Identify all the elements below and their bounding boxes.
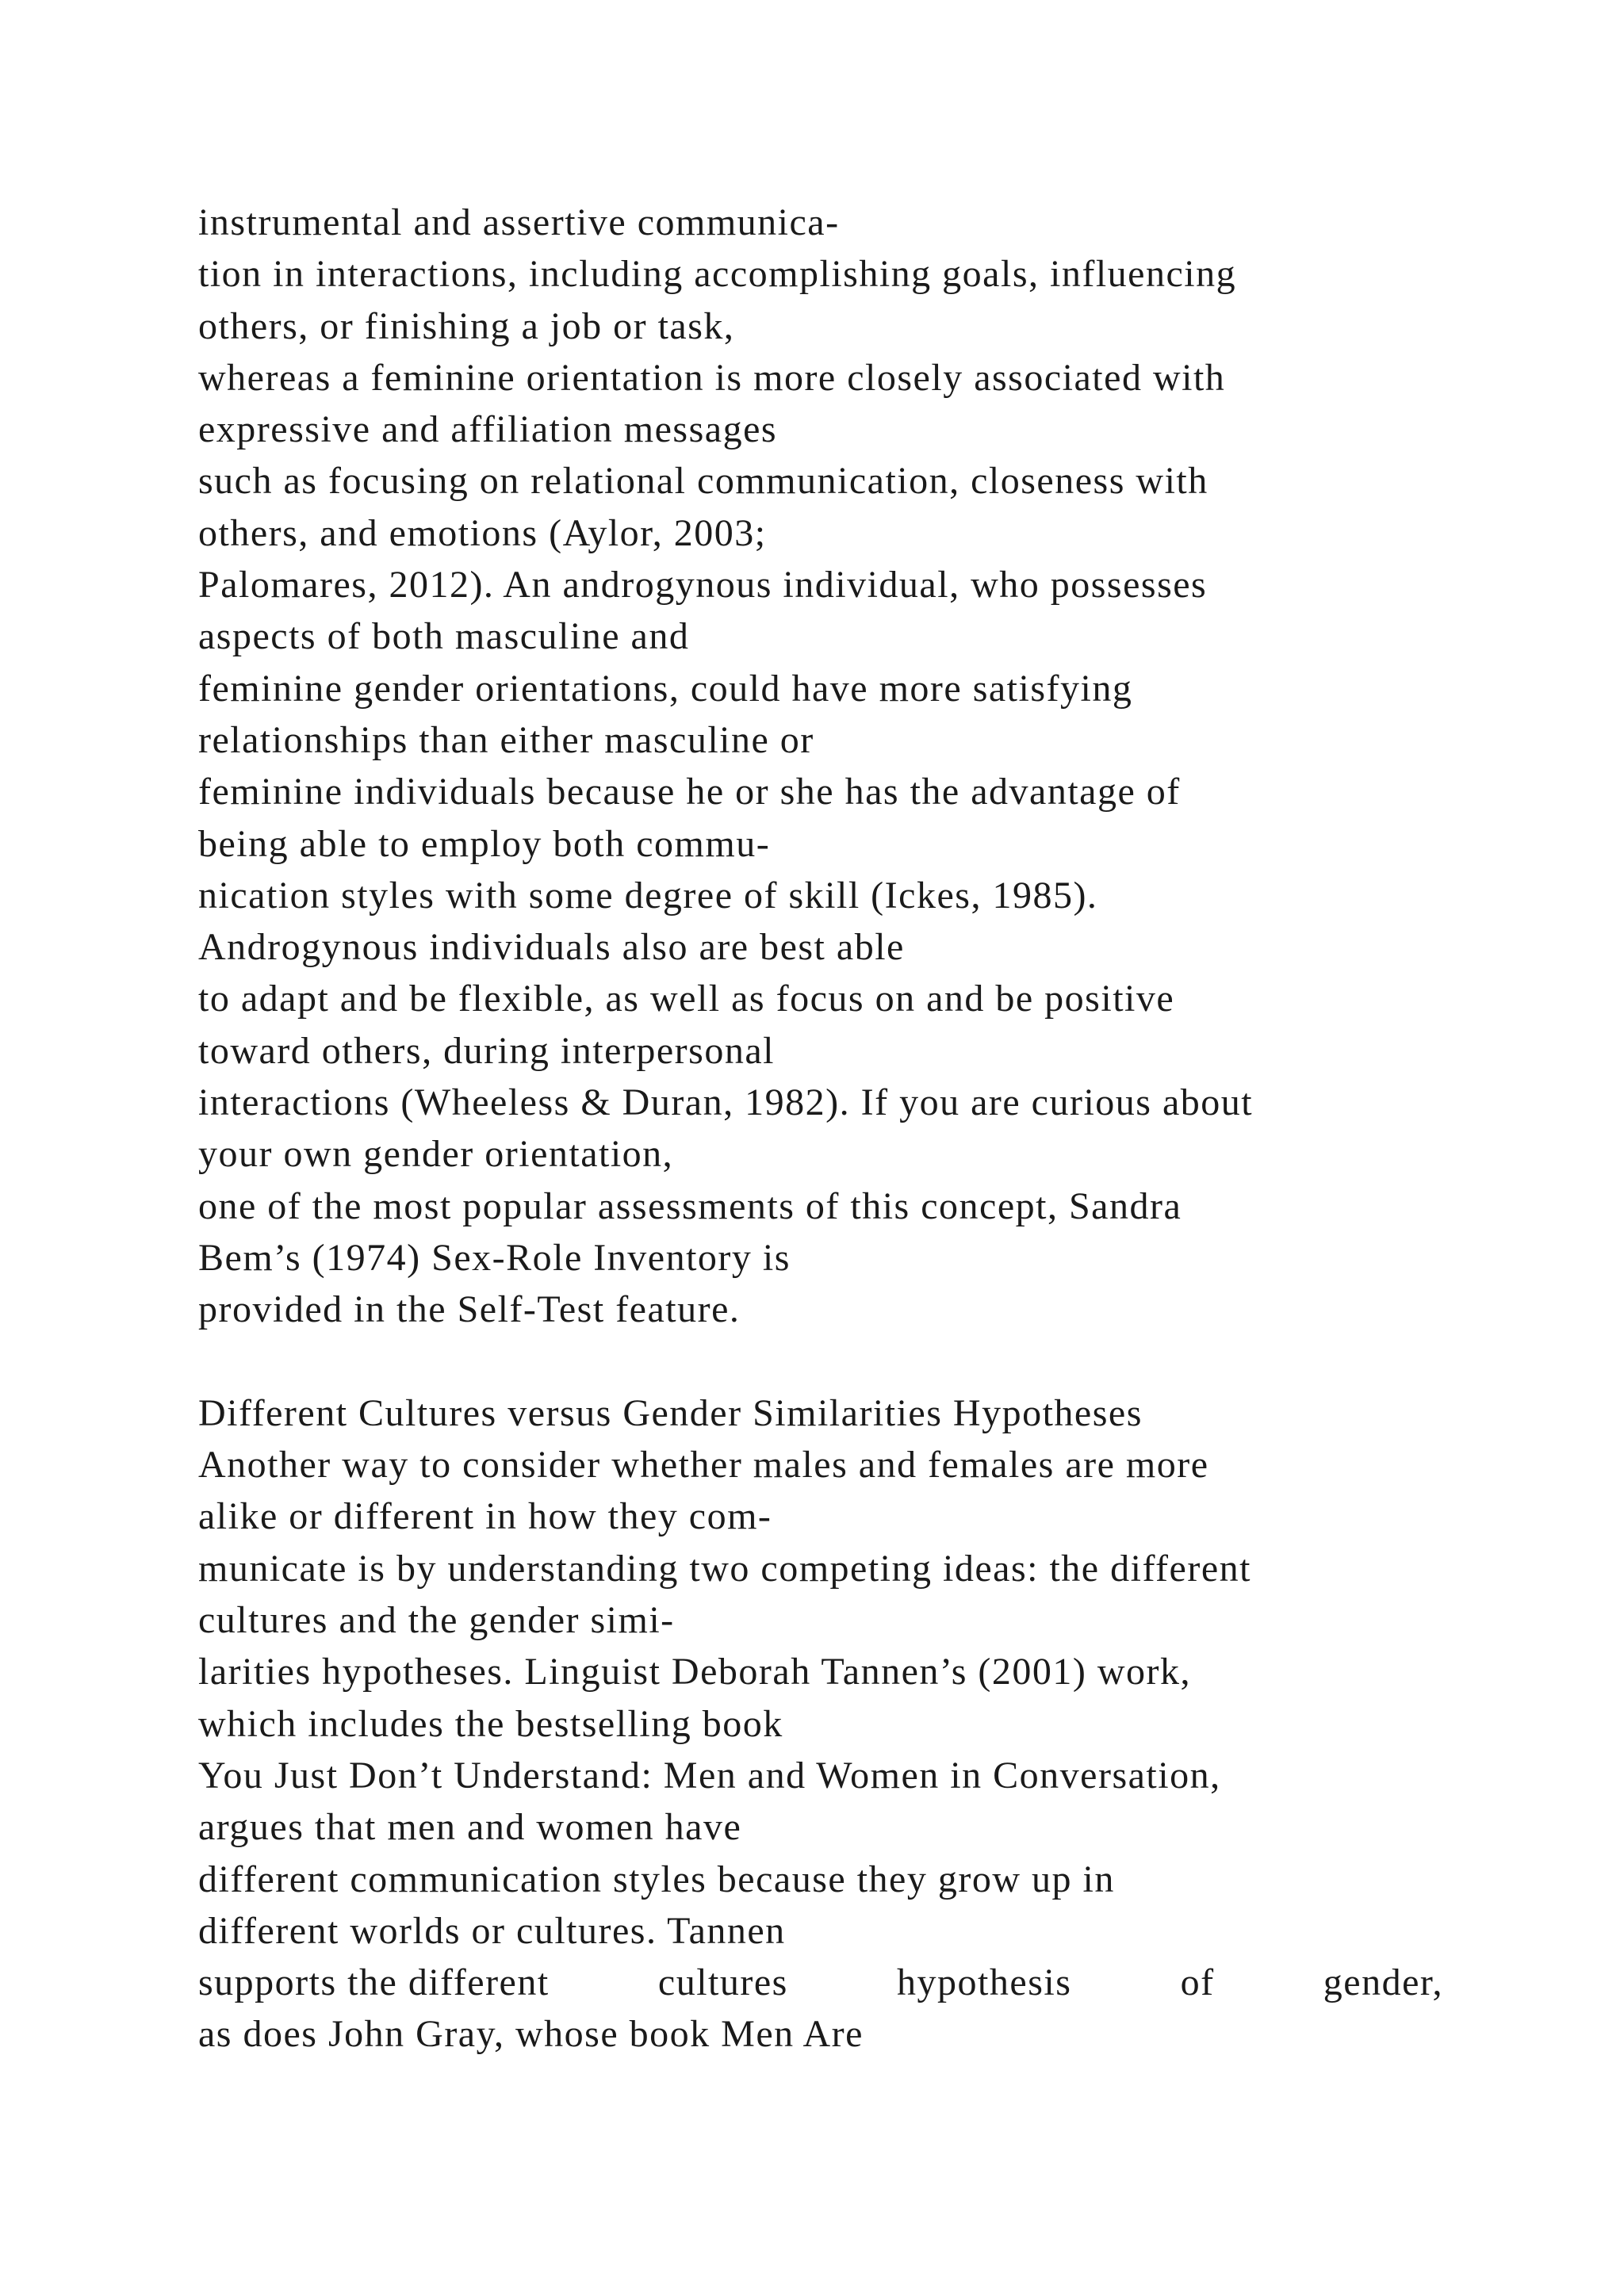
text-line: such as focusing on relational communication, closeness with xyxy=(198,460,1208,503)
text-line: instrumental and assertive communica- xyxy=(198,201,840,243)
text-line: interactions (Wheeless & Duran, 1982). If you are curious about xyxy=(198,1081,1254,1124)
justified-text-line xyxy=(198,1957,1443,2008)
text-line: feminine individuals because he or she has the advantage of xyxy=(198,771,1181,813)
text-line: whereas a feminine orientation is more closely associated with xyxy=(198,356,1226,399)
section-heading: Different Cultures versus Gender Similarities Hypotheses xyxy=(198,1391,1143,1434)
document-body xyxy=(198,197,1443,2061)
text-line: provided in the Self-Test feature. xyxy=(198,1288,741,1331)
paragraph-2 xyxy=(198,1439,1443,2061)
text-line: others, or finishing a job or task, xyxy=(198,304,735,347)
text-line: larities hypotheses. Linguist Deborah Tannen’s (2001) work, xyxy=(198,1651,1192,1693)
text-line: argues that men and women have xyxy=(198,1806,742,1849)
text-line: to adapt and be flexible, as well as focus on and be positive xyxy=(198,978,1175,1020)
text-line: Another way to consider whether males and females are more xyxy=(198,1444,1209,1487)
text-line: as does John Gray, whose book Men Are xyxy=(198,2013,864,2056)
text-line: one of the most popular assessments of this concept, Sandra xyxy=(198,1184,1182,1227)
text-line: different worlds or cultures. Tannen xyxy=(198,1909,786,1952)
text-line: cultures and the gender simi- xyxy=(198,1599,675,1642)
text-line: Bem’s (1974) Sex-Role Inventory is xyxy=(198,1236,791,1279)
text-line: Palomares, 2012). An androgynous individual, who possesses xyxy=(198,564,1208,607)
text-line: others, and emotions (Aylor, 2003; xyxy=(198,511,767,554)
text-line: feminine gender orientations, could have more satisfying xyxy=(198,667,1133,710)
text-line: tion in interactions, including accomplishing goals, influencing xyxy=(198,253,1237,296)
text-line: different communication styles because they grow up in xyxy=(198,1858,1115,1900)
text-line: relationships than either masculine or xyxy=(198,718,814,761)
paragraph-spacer xyxy=(198,1336,1443,1387)
word-group: gender, xyxy=(1323,1961,1443,2004)
text-line: alike or different in how they com- xyxy=(198,1495,772,1538)
word-group: hypothesis xyxy=(897,1961,1072,2004)
text-line: aspects of both masculine and xyxy=(198,615,690,658)
text-line: toward others, during interpersonal xyxy=(198,1029,775,1072)
text-line: nication styles with some degree of skill (Ickes, 1985). xyxy=(198,874,1098,916)
paragraph-1 xyxy=(198,197,1443,1336)
text-line: expressive and affiliation messages xyxy=(198,408,778,451)
text-line: being able to employ both commu- xyxy=(198,822,771,865)
text-line: which includes the bestselling book xyxy=(198,1702,783,1745)
text-line: You Just Don’t Understand: Men and Women in Conversation, xyxy=(198,1754,1221,1797)
word-group: of xyxy=(1180,1961,1215,2004)
text-line: municate is by understanding two competing ideas: the different xyxy=(198,1547,1251,1590)
text-line: Androgynous individuals also are best able xyxy=(198,926,905,969)
text-line: your own gender orientation, xyxy=(198,1133,674,1176)
word-group: cultures xyxy=(657,1961,788,2004)
word-group: supports the different xyxy=(198,1961,550,2004)
